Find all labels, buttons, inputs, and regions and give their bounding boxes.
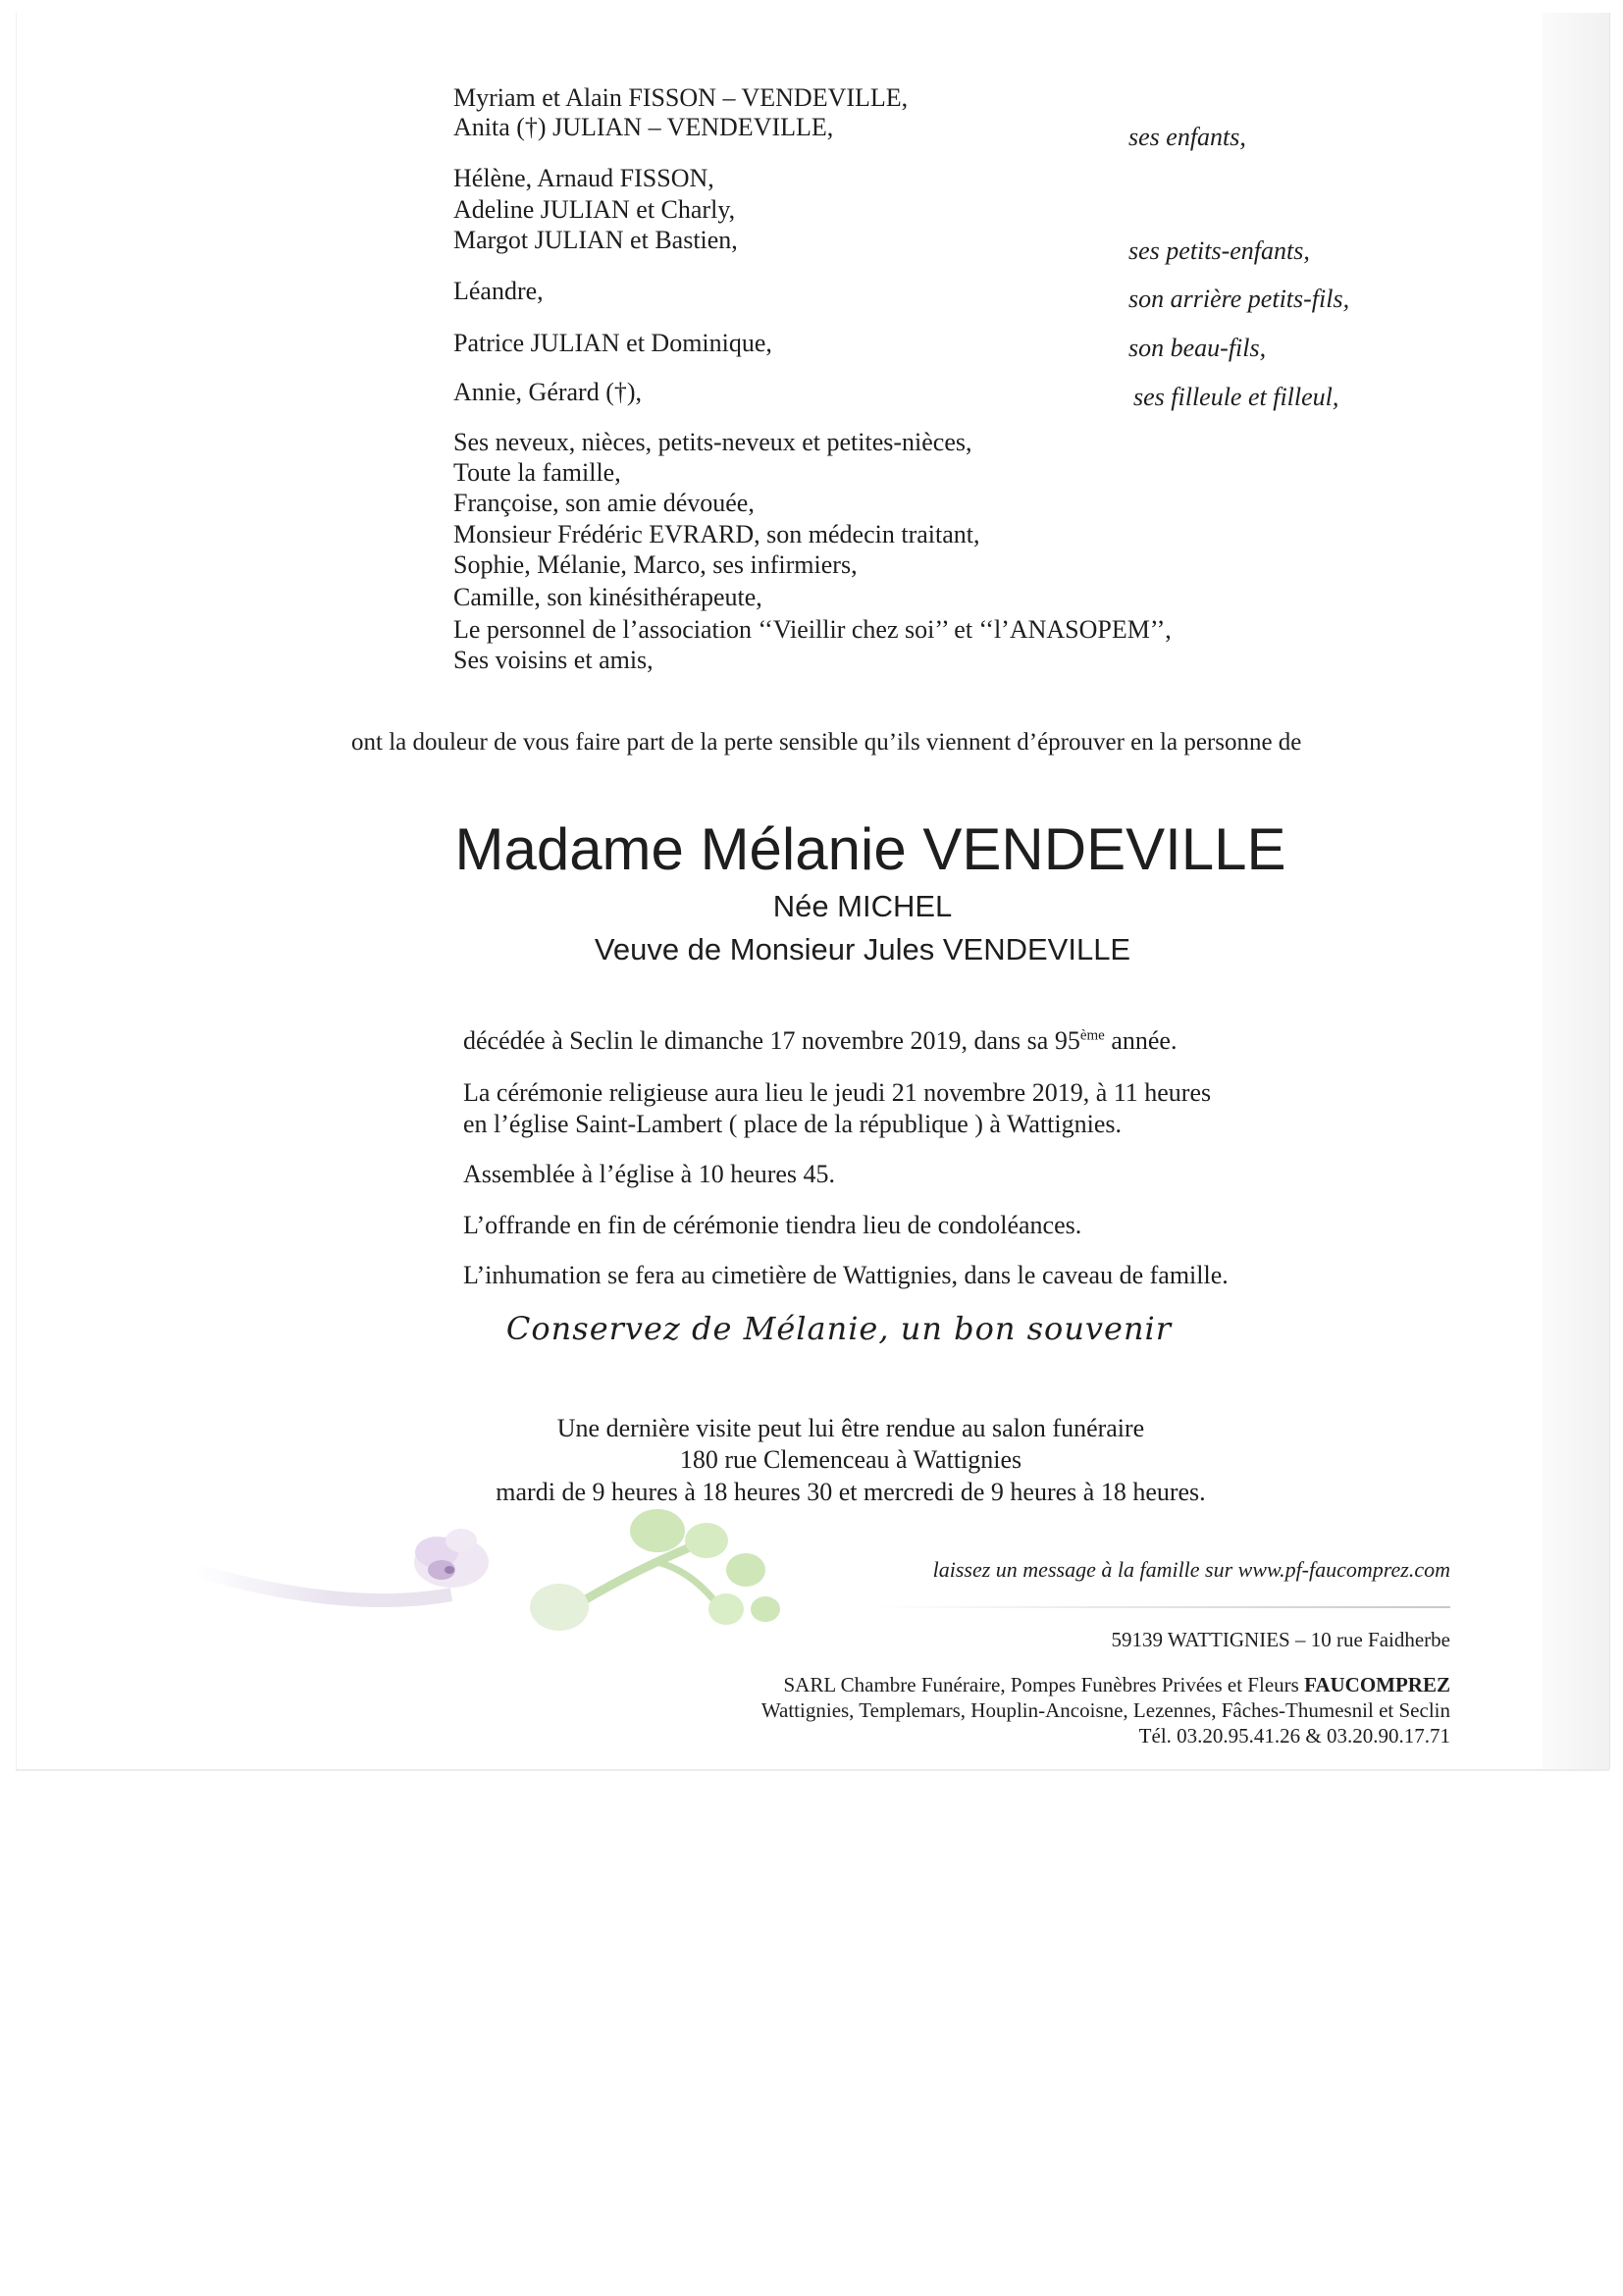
blurred-bud [530, 1584, 589, 1631]
bud [685, 1523, 728, 1558]
relation-label: son arrière petits-fils, [1128, 285, 1350, 313]
others-line: Ses voisins et amis, [453, 646, 654, 674]
orchid-illustration [196, 1501, 805, 1648]
bud [751, 1596, 780, 1622]
family-line: Léandre, [453, 277, 544, 305]
family-line: Patrice JULIAN et Dominique, [453, 329, 772, 357]
assembly-line: Assemblée à l’église à 10 heures 45. [463, 1160, 836, 1188]
burial-line: L’inhumation se fera au cimetière de Wattignies, dans le caveau de famille. [463, 1261, 1229, 1289]
widow-of: Veuve de Monsieur Jules VENDEVILLE [594, 932, 1131, 966]
others-line: Françoise, son amie dévouée, [453, 489, 755, 517]
others-line: Toute la famille, [453, 458, 621, 487]
footer-address: 59139 WATTIGNIES – 10 rue Faidherbe [1111, 1628, 1450, 1651]
ceremony-line: en l’église Saint-Lambert ( place de la république ) à Wattignies. [463, 1110, 1123, 1138]
bud [708, 1593, 744, 1625]
bud [630, 1509, 685, 1552]
announcement: ont la douleur de vous faire part de la perte sensible qu’ils viennent d’éprouver en la personne de [351, 729, 1302, 756]
relation-label: son beau-fils, [1128, 334, 1267, 362]
family-line: Adeline JULIAN et Charly, [453, 195, 736, 224]
visit-line: 180 rue Clemenceau à Wattignies [679, 1445, 1022, 1474]
message-line: laissez un message à la famille sur www.pf-faucomprez.com [932, 1557, 1450, 1582]
sheet-bottom-edge [16, 1769, 1609, 1771]
visit-line: Une dernière visite peut lui être rendue au salon funéraire [556, 1414, 1145, 1442]
death-details: décédée à Seclin le dimanche 17 novembre 2019, dans sa 95ème année. [463, 1026, 1178, 1055]
footer-divider [875, 1606, 1450, 1608]
others-line: Monsieur Frédéric EVRARD, son médecin traitant, [453, 520, 980, 548]
family-line: Hélène, Arnaud FISSON, [453, 164, 714, 192]
family-line: Margot JULIAN et Bastien, [453, 226, 738, 254]
family-line: Annie, Gérard (†), [453, 378, 643, 406]
family-line: Myriam et Alain FISSON – VENDEVILLE, [453, 83, 909, 112]
relation-label: ses enfants, [1128, 123, 1246, 151]
motto: Conservez de Mélanie, un bon souvenir [505, 1310, 1173, 1347]
visit-line: mardi de 9 heures à 18 heures 30 et mercredi de 9 heures à 18 heures. [496, 1478, 1206, 1506]
ceremony-line: La cérémonie religieuse aura lieu le jeudi 21 novembre 2019, à 11 heures [463, 1078, 1212, 1107]
bud [726, 1553, 765, 1587]
others-line: Ses neveux, nièces, petits-neveux et petites-nièces, [453, 428, 972, 456]
others-line: Camille, son kinésithérapeute, [453, 583, 762, 611]
footer-company: SARL Chambre Funéraire, Pompes Funèbres Privées et Fleurs FAUCOMPREZ [783, 1673, 1450, 1696]
relation-label: ses filleule et filleul, [1133, 383, 1339, 411]
deceased-name: Madame Mélanie VENDEVILLE [454, 816, 1286, 882]
relation-label: ses petits-enfants, [1128, 236, 1310, 265]
footer-phone: Tél. 03.20.95.41.26 & 03.20.90.17.71 [1138, 1724, 1450, 1748]
others-line: Sophie, Mélanie, Marco, ses infirmiers, [453, 550, 858, 579]
offering-line: L’offrande en fin de cérémonie tiendra lieu de condoléances. [463, 1211, 1082, 1239]
footer-towns: Wattignies, Templemars, Houplin-Ancoisne, Lezennes, Fâches-Thumesnil et Seclin [760, 1698, 1450, 1722]
family-line: Anita (†) JULIAN – VENDEVILLE, [453, 113, 834, 141]
others-line: Le personnel de l’association ‘‘Vieillir chez soi’’ et ‘‘l’ANASOPEM’’, [453, 615, 1172, 644]
maiden-name: Née MICHEL [772, 889, 953, 923]
